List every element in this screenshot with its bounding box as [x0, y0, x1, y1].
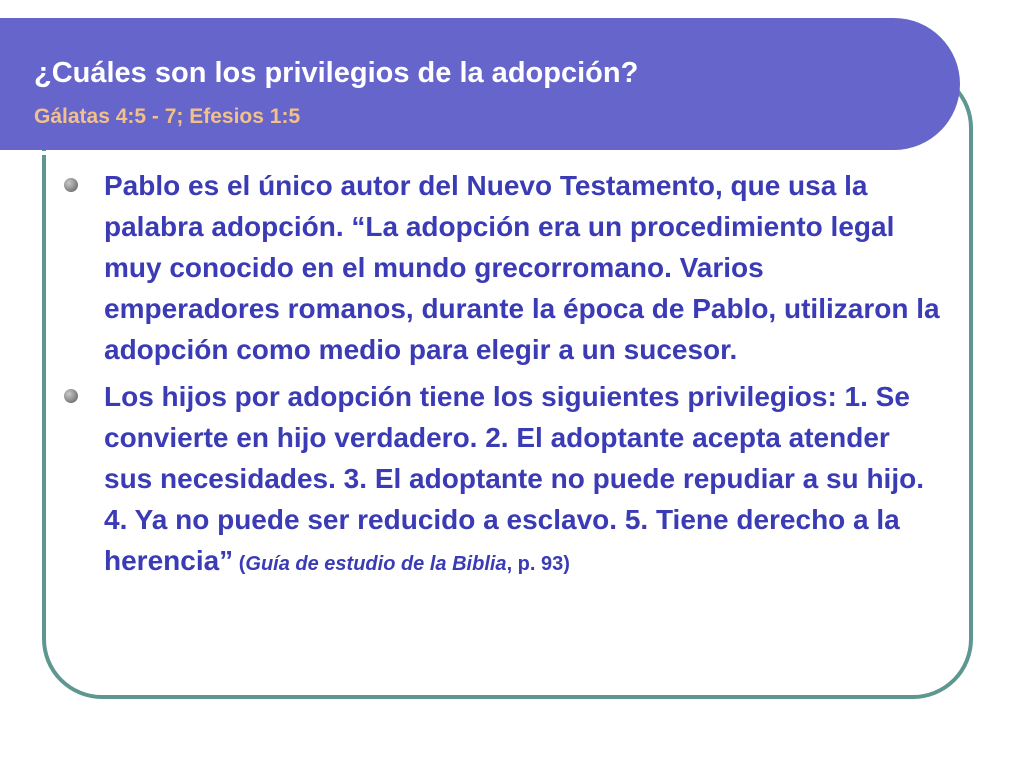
citation-open: (	[233, 553, 246, 575]
citation-page: , p. 93)	[506, 553, 570, 575]
bullet-item	[64, 376, 944, 585]
bullet-text: Los hijos por adopción tiene los siguientes privilegios: 1. Se convierte en hijo verdadero. 2. El adoptante acepta atender sus necesidades. 3. El adoptante no puede repudiar a su hijo. 4. Ya no puede ser reducido a esclavo. 5. Tiene derecho a la herencia”	[104, 381, 924, 576]
bullet-icon	[64, 389, 78, 403]
slide-subtitle: Gálatas 4:5 - 7; Efesios 1:5	[34, 105, 301, 128]
slide-title: ¿Cuáles son los privilegios de la adopción?	[34, 57, 639, 89]
title-banner	[0, 18, 960, 150]
bullet-text-with-citation	[104, 376, 944, 585]
banner-divider	[0, 151, 906, 155]
bullet-item	[64, 165, 944, 370]
bullet-icon	[64, 178, 78, 192]
bullet-text: Pablo es el único autor del Nuevo Testamento, que usa la palabra adopción. “La adopción era un procedimiento legal muy conocido en el mundo grecorromano. Varios emperadores romanos, durante la época de Pablo, utilizaron la adopción como medio para elegir a un sucesor.	[104, 170, 940, 365]
citation	[233, 553, 570, 575]
bullet-list	[64, 165, 944, 591]
citation-source: Guía de estudio de la Biblia	[245, 553, 507, 575]
